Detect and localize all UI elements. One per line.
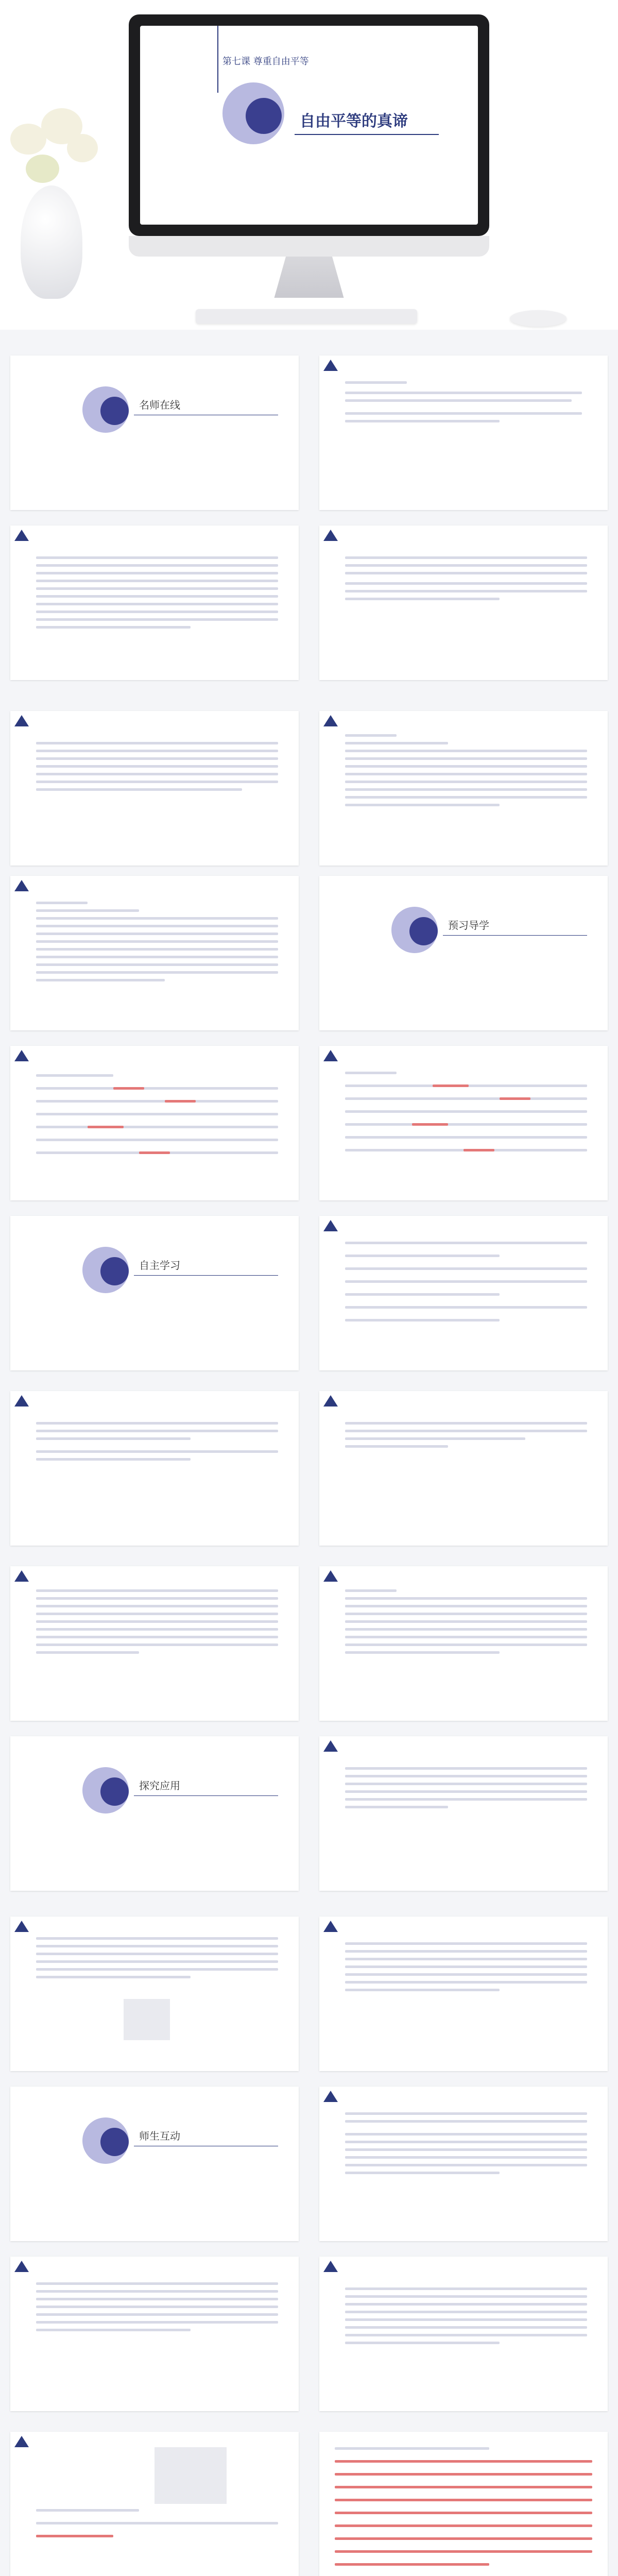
triangle-icon xyxy=(14,1395,29,1406)
triangle-icon xyxy=(14,530,29,541)
slide-text xyxy=(10,526,299,680)
circle-decoration xyxy=(100,1777,129,1806)
circle-decoration xyxy=(100,397,129,425)
triangle-icon xyxy=(323,2261,338,2272)
image-placeholder xyxy=(124,1999,170,2040)
triangle-icon xyxy=(14,2436,29,2447)
lesson-title: 自由平等的真谛 xyxy=(300,112,408,130)
keyboard xyxy=(196,309,417,324)
slide-text xyxy=(10,1566,299,1721)
slide-text xyxy=(319,526,608,680)
slide-text xyxy=(319,1046,608,1200)
section-title: 自主学习 xyxy=(139,1259,180,1272)
lesson-label: 第七课 尊重自由平等 xyxy=(222,56,309,67)
triangle-icon xyxy=(14,880,29,891)
section-title: 名师在线 xyxy=(139,399,180,411)
slide-text-image xyxy=(10,2432,299,2576)
slide-text xyxy=(319,711,608,866)
circle-decoration xyxy=(409,917,438,945)
triangle-icon xyxy=(323,1220,338,1231)
triangle-icon xyxy=(14,1921,29,1932)
title-underline xyxy=(295,134,439,135)
triangle-icon xyxy=(323,715,338,726)
circle-decoration xyxy=(100,1257,129,1285)
slide-text xyxy=(10,876,299,1030)
title-underline xyxy=(134,1795,278,1796)
monitor-screen xyxy=(140,26,478,225)
triangle-icon xyxy=(323,2091,338,2102)
mouse xyxy=(510,310,566,327)
monitor-stand xyxy=(270,257,348,298)
divider xyxy=(217,26,218,93)
triangle-icon xyxy=(323,1921,338,1932)
section-title: 师生互动 xyxy=(139,2130,180,2142)
flower-decoration xyxy=(26,155,59,183)
slide-text xyxy=(319,1736,608,1891)
monitor xyxy=(129,14,489,236)
slide-text xyxy=(319,1216,608,1370)
section-title: 探究应用 xyxy=(139,1780,180,1792)
triangle-icon xyxy=(323,1050,338,1061)
monitor-chin xyxy=(129,236,489,257)
slide-text xyxy=(10,711,299,866)
circle-decoration xyxy=(100,2128,129,2156)
slide-text xyxy=(10,1391,299,1546)
slide-text xyxy=(319,2432,608,2576)
slide-section-interaction xyxy=(10,2087,299,2241)
triangle-icon xyxy=(323,360,338,371)
slide-text xyxy=(319,2087,608,2241)
slide-text xyxy=(10,1046,299,1200)
triangle-icon xyxy=(323,1740,338,1752)
vase-decoration xyxy=(21,185,82,299)
slide-section-teacher xyxy=(10,355,299,510)
flower-decoration xyxy=(67,134,98,162)
triangle-icon xyxy=(14,1050,29,1061)
title-underline xyxy=(443,935,587,936)
triangle-icon xyxy=(323,1395,338,1406)
slide-text xyxy=(319,2257,608,2411)
circle-decoration xyxy=(246,98,282,134)
image-placeholder xyxy=(154,2447,227,2504)
slide-text xyxy=(319,1566,608,1721)
triangle-icon xyxy=(14,1570,29,1582)
slide-text xyxy=(319,1391,608,1546)
section-title: 预习导学 xyxy=(448,919,489,931)
slide-section-preview xyxy=(319,876,608,1030)
slide-text-image xyxy=(10,1917,299,2071)
slide-section-exploration xyxy=(10,1736,299,1891)
hero-banner xyxy=(0,0,618,330)
slide-text xyxy=(10,2257,299,2411)
triangle-icon xyxy=(14,715,29,726)
title-underline xyxy=(134,1275,278,1276)
slide-text xyxy=(319,1917,608,2071)
triangle-icon xyxy=(323,530,338,541)
triangle-icon xyxy=(14,2261,29,2272)
triangle-icon xyxy=(323,1570,338,1582)
slide-section-self-study xyxy=(10,1216,299,1370)
slide-text xyxy=(319,355,608,510)
